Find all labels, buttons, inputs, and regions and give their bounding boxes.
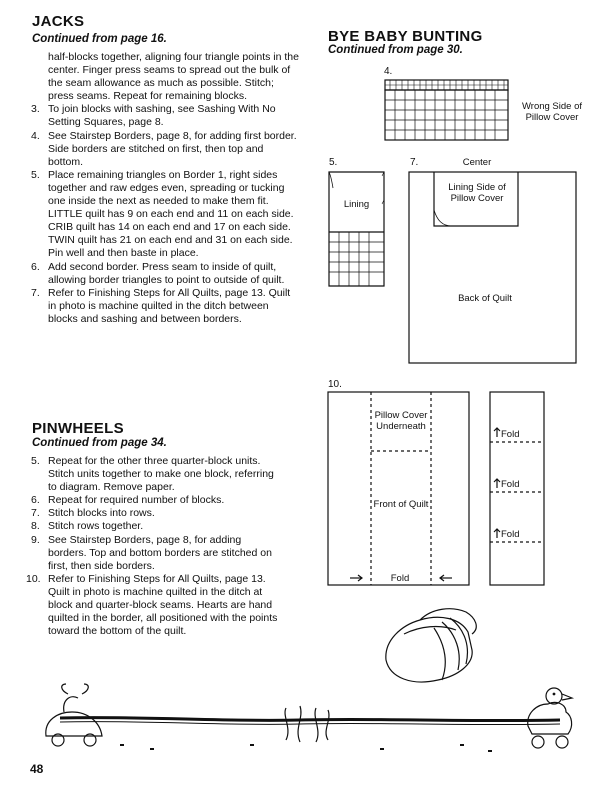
rope-and-toys-illustration bbox=[46, 684, 572, 748]
jacks-title: JACKS bbox=[32, 13, 85, 30]
list-item: 7. Stitch blocks into rows. bbox=[31, 507, 155, 520]
pinwheels-continued: Continued from page 34. bbox=[32, 437, 167, 449]
list-item: 8. Stitch rows together. bbox=[31, 520, 144, 533]
fig4-pillow-cover-grid bbox=[385, 80, 508, 140]
list-item: 4. See Stairstep Borders, page 8, for adding first border. Side borders are stitched on first, then top and bottom. bbox=[31, 129, 297, 168]
bunting-title: BYE BABY BUNTING bbox=[328, 28, 483, 45]
list-item: 3. To join blocks with sashing, see Sashing With No Setting Squares, page 8. bbox=[31, 103, 276, 129]
list-item: 7. Refer to Finishing Steps for All Quilts, page 13. Quilt in photo is machine quilted in the ditch between blocks and sashing and between borders. bbox=[31, 286, 291, 325]
list-item: 6. Add second border. Press seam to inside of quilt, allowing border triangles to point to outside of quilt. bbox=[31, 260, 285, 286]
jacks-intro: half-blocks together, aligning four triangle points in the center. Finger press seams to spread out the bulk of the seam allowance as much as possible. Stitch; press seams. Repeat for remaining blocks. bbox=[48, 51, 299, 103]
bunting-continued: Continued from page 30. bbox=[328, 44, 463, 56]
fig4-label: Wrong Side of Pillow Cover bbox=[521, 101, 583, 123]
fig5-number: 5. bbox=[329, 157, 338, 168]
fig10-number: 10. bbox=[328, 379, 342, 390]
ground-dashes bbox=[120, 693, 555, 752]
fig5-lining-label: Lining bbox=[343, 199, 370, 210]
fig7-back-label: Back of Quilt bbox=[458, 293, 512, 304]
fig10-pillow-label: Pillow Cover Underneath bbox=[374, 410, 428, 432]
fig7-lining-side-label: Lining Side of Pillow Cover bbox=[448, 182, 506, 204]
fig5-lining-panel bbox=[329, 172, 384, 286]
rolled-bunting-illustration bbox=[386, 609, 476, 682]
list-item: 10. Refer to Finishing Steps for All Quilts, page 13. Quilt in photo is machine quilted in the ditch at block and quarter-block seams. Hearts are hand quilted in the border, all positioned with the points toward the bottom of the quilt. bbox=[26, 572, 278, 638]
fig10-fold-label: Fold bbox=[390, 573, 410, 584]
list-item: 9. See Stairstep Borders, page 8, for adding borders. Top and bottom borders are stitched on first, then side borders. bbox=[31, 533, 272, 572]
fig7-center-label: Center bbox=[462, 157, 492, 168]
pinwheels-title: PINWHEELS bbox=[32, 420, 124, 437]
jacks-continued: Continued from page 16. bbox=[32, 33, 167, 45]
fig4-number: 4. bbox=[384, 66, 393, 77]
fold-label: Fold bbox=[501, 479, 520, 490]
fold-label: Fold bbox=[501, 429, 520, 440]
page-number: 48 bbox=[30, 762, 44, 776]
list-item: 5. Place remaining triangles on Border 1, right sides together and raw edges even, spreading or tucking one inside the next as needed to make them fit. LITTLE quilt has 9 on each end and 11 on each side. CRIB quilt has 14 on each end and 17 on each side. TWIN quilt has 21 on each end and 31 on each side. Pin well and then baste in place. bbox=[31, 168, 294, 260]
list-item: 6. Repeat for required number of blocks. bbox=[31, 494, 225, 507]
fig7-number: 7. bbox=[410, 157, 419, 168]
list-item: 5. Repeat for the other three quarter-block units. Stitch units together to make one block, referring to diagram. Remove paper. bbox=[31, 455, 274, 494]
fig10-front-label: Front of Quilt bbox=[373, 499, 429, 510]
fold-label: Fold bbox=[501, 529, 520, 540]
